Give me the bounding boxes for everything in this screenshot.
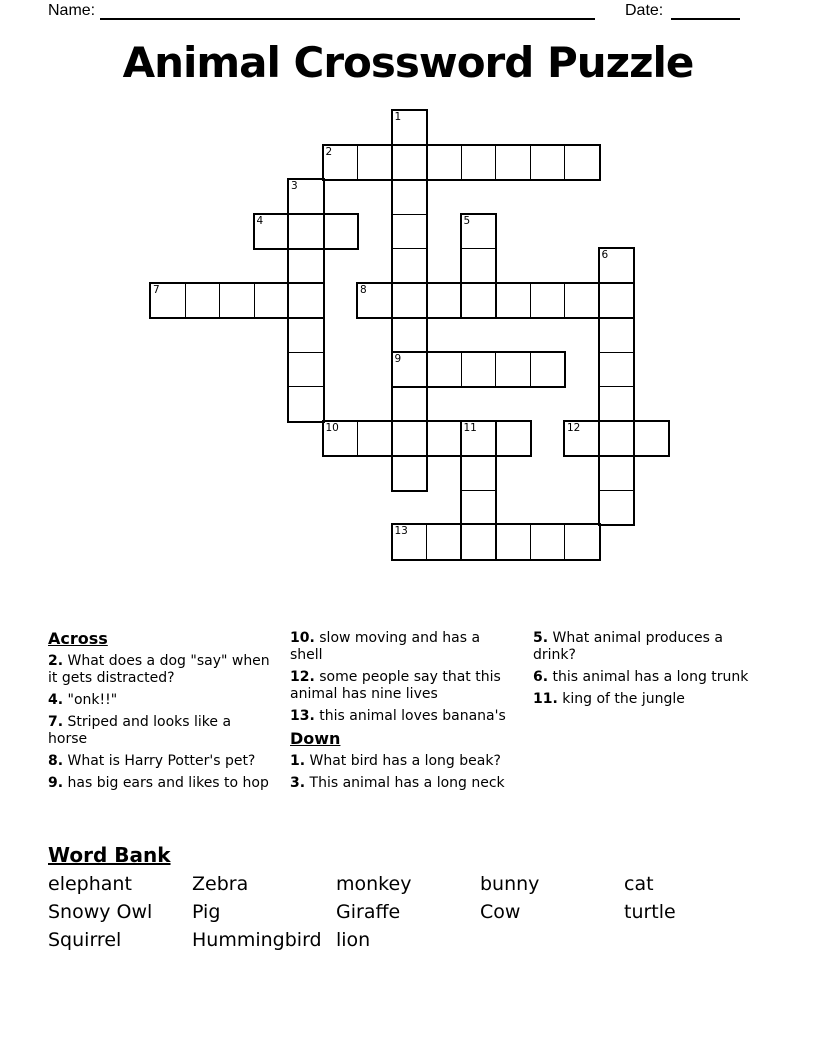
clue-down-11: 11. king of the jungle <box>533 691 685 707</box>
grid-cell-r3c7[interactable] <box>392 214 428 250</box>
clue-number: 9. <box>48 775 64 791</box>
grid-cell-r8c4[interactable] <box>288 386 324 422</box>
grid-cell-r8c13[interactable] <box>599 386 635 422</box>
grid-cell-r5c2[interactable] <box>219 283 255 319</box>
grid-cell-r1c11[interactable] <box>530 145 566 181</box>
grid-cell-r10c9[interactable] <box>461 455 497 491</box>
clue-across-10: 10. slow moving and has a shell <box>290 630 481 663</box>
cell-number: 1 <box>394 111 402 123</box>
grid-cell-r11c13[interactable] <box>599 490 635 526</box>
grid-cell-r11c9[interactable] <box>461 490 497 526</box>
cell-number: 11 <box>463 421 477 434</box>
cell-number: 13 <box>394 525 408 537</box>
grid-cell-r5c7[interactable] <box>392 283 428 319</box>
grid-cell-r3c5[interactable] <box>323 214 359 250</box>
grid-cell-r7c10[interactable] <box>495 352 531 388</box>
grid-cell-r5c11[interactable] <box>530 283 566 319</box>
cell-number: 4 <box>256 214 264 227</box>
grid-cell-r9c8[interactable] <box>426 421 462 457</box>
word-bank-item: Cow <box>480 901 521 923</box>
word-bank-item: monkey <box>336 873 412 895</box>
clue-number: 8. <box>48 753 64 769</box>
word-bank-item: Zebra <box>192 873 249 895</box>
grid-cell-r12c8[interactable] <box>426 524 462 560</box>
grid-cell-r0c7[interactable] <box>392 110 428 146</box>
word-bank-item: Hummingbird <box>192 929 322 951</box>
clues-column-3 <box>533 630 755 713</box>
clue-number: 1. <box>290 753 306 769</box>
grid-cell-r12c9[interactable] <box>461 524 497 560</box>
cell-number: 10 <box>325 421 339 434</box>
clue-across-12: 12. some people say that this animal has nine lives <box>290 669 501 702</box>
grid-cell-r7c9[interactable] <box>461 352 497 388</box>
grid-cell-r5c9[interactable] <box>461 283 497 319</box>
grid-cell-r9c12[interactable] <box>564 421 600 457</box>
word-bank-item: bunny <box>480 873 540 895</box>
word-bank-item: cat <box>624 873 654 895</box>
date-label: Date: <box>625 2 664 19</box>
grid-cell-r2c4[interactable] <box>288 179 324 215</box>
grid-cell-r1c12[interactable] <box>564 145 600 181</box>
grid-cell-r6c7[interactable] <box>392 317 428 353</box>
grid-cell-r5c8[interactable] <box>426 283 462 319</box>
clue-number: 11. <box>533 691 558 707</box>
grid-cell-r4c7[interactable] <box>392 248 428 284</box>
clues-column-1 <box>48 630 270 797</box>
grid-cell-r5c6[interactable] <box>357 283 393 319</box>
clue-across-4: 4. "onk!!" <box>48 692 118 708</box>
clue-down-3: 3. This animal has a long neck <box>290 775 505 791</box>
clue-number: 2. <box>48 653 64 669</box>
grid-cell-r7c7[interactable] <box>392 352 428 388</box>
grid-cell-r7c11[interactable] <box>530 352 566 388</box>
grid-cell-r3c4[interactable] <box>288 214 324 250</box>
word-bank-item: Pig <box>192 901 221 923</box>
cell-number: 7 <box>153 283 160 296</box>
grid-cell-r5c10[interactable] <box>495 283 531 319</box>
grid-cell-r9c6[interactable] <box>357 421 393 457</box>
grid-cell-r10c7[interactable] <box>392 455 428 491</box>
grid-cell-r9c13[interactable] <box>599 421 635 457</box>
grid-cell-r6c4[interactable] <box>288 317 324 353</box>
cell-number: 5 <box>463 214 471 227</box>
clue-across-13: 13. this animal loves banana's <box>290 708 506 724</box>
grid-cell-r3c3[interactable] <box>254 214 290 250</box>
word-bank-heading: Word Bank <box>48 843 171 867</box>
clue-down-6: 6. this animal has a long trunk <box>533 669 749 685</box>
grid-cell-r7c8[interactable] <box>426 352 462 388</box>
clue-number: 5. <box>533 630 549 646</box>
word-bank-list <box>48 874 768 950</box>
down-heading: Down <box>290 729 341 748</box>
grid-cell-r5c3[interactable] <box>254 283 290 319</box>
word-bank-item: Snowy Owl <box>48 901 153 923</box>
name-label: Name: <box>48 2 96 19</box>
grid-cell-r1c10[interactable] <box>495 145 531 181</box>
grid-cell-r9c14[interactable] <box>633 421 669 457</box>
word-bank-item: Squirrel <box>48 929 122 951</box>
word-bank-item: lion <box>336 929 371 951</box>
clue-number: 13. <box>290 708 315 724</box>
cell-number: 12 <box>567 421 581 434</box>
grid-cell-r10c13[interactable] <box>599 455 635 491</box>
clue-number: 7. <box>48 714 64 730</box>
grid-cell-r1c8[interactable] <box>426 145 462 181</box>
grid-cell-r2c7[interactable] <box>392 179 428 215</box>
clue-number: 6. <box>533 669 549 685</box>
grid-cell-r5c12[interactable] <box>564 283 600 319</box>
word-bank-item: turtle <box>624 901 676 923</box>
grid-cell-r8c7[interactable] <box>392 386 428 422</box>
clue-down-5: 5. What animal produces a drink? <box>533 630 723 663</box>
cell-number: 9 <box>394 352 402 365</box>
grid-cell-r6c13[interactable] <box>599 317 635 353</box>
grid-cell-r1c6[interactable] <box>357 145 393 181</box>
grid-cell-r5c1[interactable] <box>185 283 221 319</box>
cell-number: 6 <box>601 249 609 261</box>
grid-cell-r9c10[interactable] <box>495 421 531 457</box>
grid-cell-r7c13[interactable] <box>599 352 635 388</box>
grid-cell-r12c7[interactable] <box>392 524 428 560</box>
clue-number: 4. <box>48 692 64 708</box>
clue-number: 12. <box>290 669 315 685</box>
across-heading: Across <box>48 629 108 648</box>
grid-cell-r12c12[interactable] <box>564 524 600 560</box>
grid-cell-r4c4[interactable] <box>288 248 324 284</box>
cell-number: 2 <box>325 145 333 158</box>
grid-cell-r1c9[interactable] <box>461 145 497 181</box>
clue-number: 10. <box>290 630 315 646</box>
grid-cell-r5c0[interactable] <box>150 283 186 319</box>
word-bank-item: elephant <box>48 873 132 895</box>
grid-cell-r5c13[interactable] <box>599 283 635 319</box>
clue-across-9: 9. has big ears and likes to hop <box>48 775 269 791</box>
clue-across-8: 8. What is Harry Potter's pet? <box>48 753 256 769</box>
clue-number: 3. <box>290 775 306 791</box>
page-title: Animal Crossword Puzzle <box>122 38 694 87</box>
cell-number: 3 <box>291 180 298 192</box>
grid-cell-r3c9[interactable] <box>461 214 497 250</box>
grid-cell-r1c7[interactable] <box>392 145 428 181</box>
grid-cell-r12c11[interactable] <box>530 524 566 560</box>
word-bank-item: Giraffe <box>336 901 401 923</box>
clue-down-1: 1. What bird has a long beak? <box>290 753 501 769</box>
cell-number: 8 <box>360 283 367 296</box>
grid-cell-r9c9[interactable] <box>461 421 497 457</box>
grid-cell-r4c13[interactable] <box>599 248 635 284</box>
grid-cell-r4c9[interactable] <box>461 248 497 284</box>
grid-cell-r12c10[interactable] <box>495 524 531 560</box>
clues-column-2 <box>290 630 512 797</box>
grid-cell-r9c7[interactable] <box>392 421 428 457</box>
clue-across-2: 2. What does a dog "say" when it gets distracted? <box>48 653 270 686</box>
grid-cell-r1c5[interactable] <box>323 145 359 181</box>
grid-cell-r9c5[interactable] <box>323 421 359 457</box>
grid-cell-r5c4[interactable] <box>288 283 324 319</box>
grid-cell-r7c4[interactable] <box>288 352 324 388</box>
clue-across-7: 7. Striped and looks like a horse <box>48 714 232 747</box>
